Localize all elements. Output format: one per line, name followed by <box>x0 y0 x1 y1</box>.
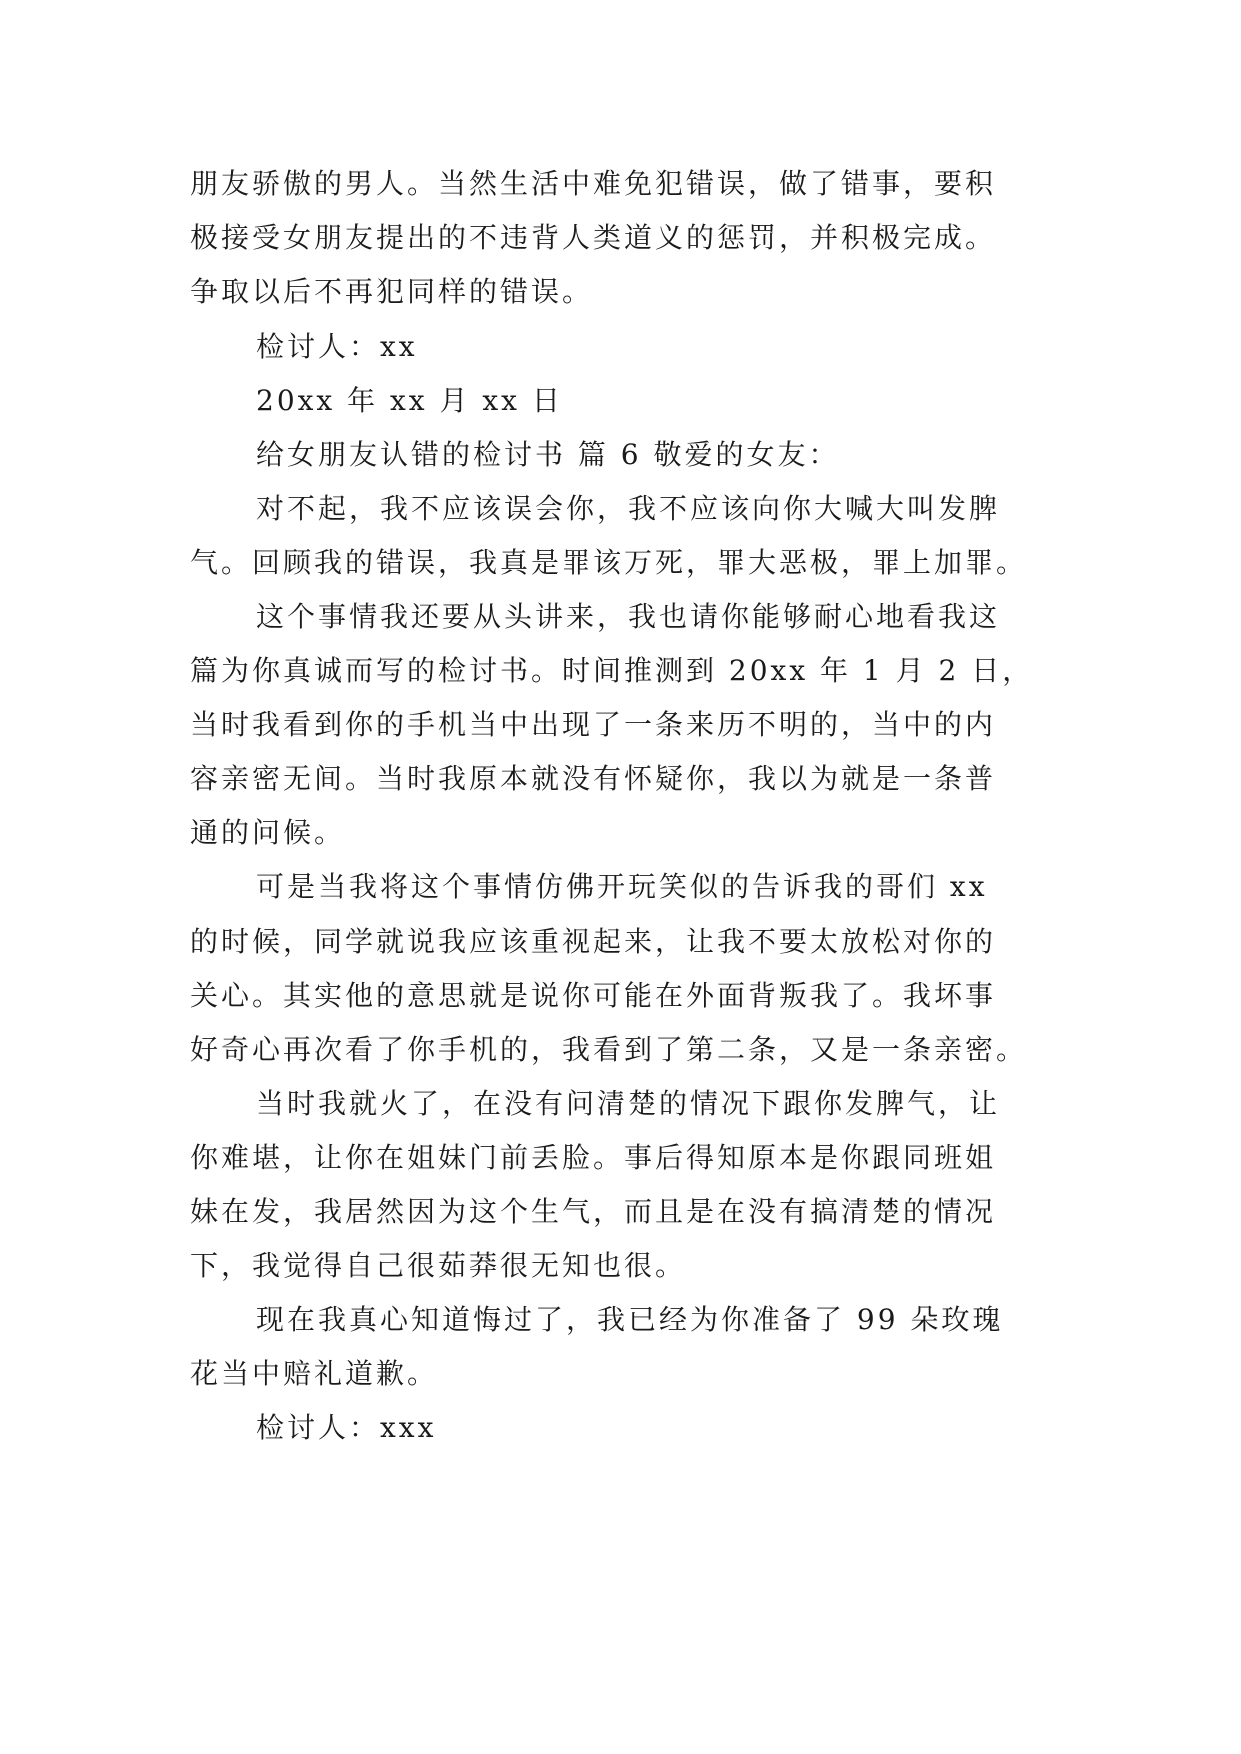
text-line: 朋友骄傲的男人。当然生活中难免犯错误，做了错事，要积 <box>190 167 997 200</box>
text-line: 你难堪，让你在姐妹门前丢脸。事后得知原本是你跟同班姐 <box>190 1141 997 1174</box>
text-line: 下，我觉得自己很茹莽很无知也很。 <box>190 1249 687 1282</box>
text-line: 花当中赔礼道歉。 <box>190 1357 439 1390</box>
signature-line: 检讨人：xxx <box>256 1411 437 1444</box>
text-line: 通的问候。 <box>190 816 346 849</box>
text-line: 的时候，同学就说我应该重视起来，让我不要太放松对你的 <box>190 925 997 958</box>
text-line: 对不起，我不应该误会你，我不应该向你大喊大叫发脾 <box>256 492 1001 525</box>
text-line: 这个事情我还要从头讲来，我也请你能够耐心地看我这 <box>256 600 1001 633</box>
text-line: 好奇心再次看了你手机的，我看到了第二条，又是一条亲密。 <box>190 1033 1028 1066</box>
text-line: 妹在发，我居然因为这个生气，而且是在没有搞清楚的情况 <box>190 1195 997 1228</box>
signature-line: 检讨人：xx <box>256 330 418 363</box>
text-line: 关心。其实他的意思就是说你可能在外面背叛我了。我坏事 <box>190 979 997 1012</box>
date-line: 20xx 年 xx 月 xx 日 <box>256 384 563 417</box>
text-line: 气。回顾我的错误，我真是罪该万死，罪大恶极，罪上加罪。 <box>190 546 1028 579</box>
text-line: 容亲密无间。当时我原本就没有怀疑你，我以为就是一条普 <box>190 762 997 795</box>
text-line: 现在我真心知道悔过了，我已经为你准备了 99 朵玫瑰 <box>256 1303 1004 1336</box>
text-line: 可是当我将这个事情仿佛开玩笑似的告诉我的哥们 xx <box>256 870 988 903</box>
text-line: 篇为你真诚而写的检讨书。时间推测到 20xx 年 1 月 2 日， <box>190 654 1034 687</box>
section-heading: 给女朋友认错的检讨书 篇 6 敬爱的女友： <box>256 438 840 471</box>
text-line: 当时我就火了，在没有问清楚的情况下跟你发脾气，让 <box>256 1087 1001 1120</box>
text-line: 争取以后不再犯同样的错误。 <box>190 275 594 308</box>
text-line: 当时我看到你的手机当中出现了一条来历不明的，当中的内 <box>190 708 997 741</box>
text-line: 极接受女朋友提出的不违背人类道义的惩罚，并积极完成。 <box>190 221 997 254</box>
